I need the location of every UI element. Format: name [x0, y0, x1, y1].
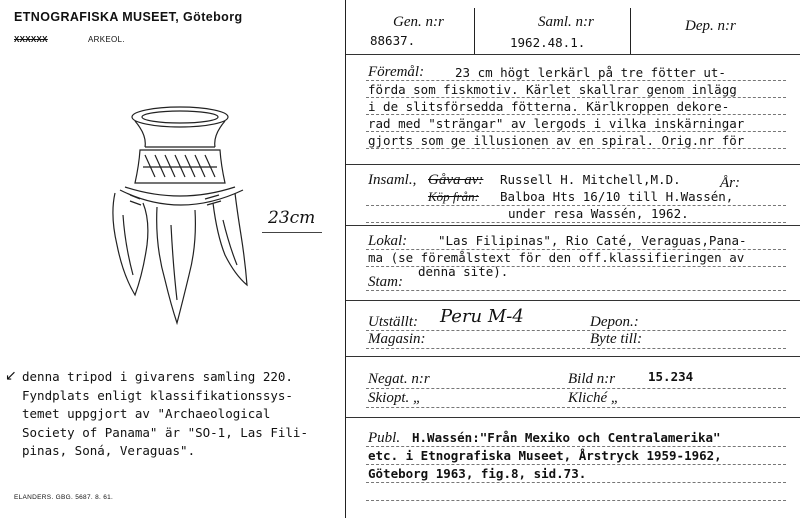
utstallt-value: Peru M-4	[440, 306, 524, 327]
note-line: Fyndplats enligt klassifikationssys-	[22, 387, 293, 403]
ar-label: År:	[720, 175, 740, 191]
lokal-label: Lokal:	[368, 233, 408, 249]
magasin-label: Magasin:	[368, 331, 426, 347]
insaml-line: under resa Wassén, 1962.	[508, 206, 689, 221]
struck-word: XXXXXX	[14, 35, 48, 44]
section-rule	[346, 164, 800, 165]
saml-nr-value: 1962.48.1.	[510, 35, 586, 50]
publ-label: Publ.	[368, 430, 401, 446]
publ-line: etc. i Etnografiska Museet, Årstryck 1959-1962,	[368, 448, 722, 463]
foremal-line: gjorts som ge illusionen av en spiral. Orig.nr för	[368, 133, 745, 148]
note-line: pinas, Soná, Veraguas".	[22, 443, 196, 458]
insaml-line: Balboa Hts 16/10 till H.Wassén,	[500, 189, 734, 204]
lokal-line: denna site).	[418, 264, 509, 279]
gen-nr-label: Gen. n:r	[393, 14, 444, 30]
section-rule	[346, 225, 800, 226]
museum-title: ETNOGRAFISKA MUSEET, Göteborg	[14, 10, 243, 24]
note-line: denna tripod i givarens samling 220.	[22, 369, 293, 384]
card-divider	[345, 0, 346, 518]
foremal-line: förda som fiskmotiv. Kärlet skallrar genom inlägg	[368, 82, 737, 97]
note-marker: ↙	[5, 367, 17, 383]
header-divider-1	[474, 8, 475, 54]
stam-label: Stam:	[368, 274, 403, 290]
lokal-line: "Las Filipinas", Rio Caté, Veraguas,Pana-	[438, 233, 747, 248]
note-text	[22, 368, 308, 461]
size-underline	[262, 232, 322, 233]
size-annotation: 23cm	[268, 208, 316, 228]
tripod-vessel-drawing	[95, 95, 275, 335]
saml-nr-label: Saml. n:r	[538, 14, 594, 30]
insaml-line: Russell H. Mitchell,M.D.	[500, 172, 681, 187]
gava-label: Gåva av:	[428, 172, 484, 188]
foremal-line: rad med "strängar" av lergods i vilka inskärningar	[368, 116, 745, 131]
depon-label: Depon.:	[590, 314, 639, 330]
negat-label: Negat. n:r	[368, 371, 430, 387]
bild-label: Bild n:r	[568, 371, 616, 387]
publ-line: H.Wassén:"Från Mexiko och Centralamerika"	[412, 430, 721, 445]
foremal-label: Föremål:	[368, 64, 425, 80]
section-rule	[346, 356, 800, 357]
foremal-line: i de slitsförsedda fötterna. Kärlkroppen dekore-	[368, 99, 730, 114]
kop-label: Köp från:	[428, 189, 479, 204]
printer-line: ELANDERS. GBG. 5687. 8. 61.	[14, 494, 114, 501]
skiopt-label: Skiopt. „	[368, 390, 422, 406]
note-line: Society of Panama" är "SO-1, Las Fili-	[22, 424, 308, 440]
publ-line: Göteborg 1963, fig.8, sid.73.	[368, 466, 587, 481]
gen-nr-value: 88637.	[370, 33, 416, 48]
bild-value: 15.234	[648, 369, 694, 384]
dep-nr-label: Dep. n:r	[685, 18, 736, 34]
byte-label: Byte till:	[590, 331, 643, 347]
note-line: temet uppgjort av "Archaeological	[22, 406, 271, 421]
header-rule	[346, 54, 800, 55]
utstallt-label: Utställt:	[368, 314, 419, 330]
section-rule	[346, 300, 800, 301]
kliche-label: Kliché „	[568, 390, 620, 406]
department-label: ARKEOL.	[88, 35, 125, 44]
lokal-line: ma (se föremålstext för den off.klassifieringen av	[368, 250, 745, 265]
section-rule	[346, 417, 800, 418]
insaml-label: Insaml.,	[368, 172, 417, 188]
header-divider-2	[630, 8, 631, 54]
foremal-line: 23 cm högt lerkärl på tre fötter ut-	[455, 65, 726, 80]
